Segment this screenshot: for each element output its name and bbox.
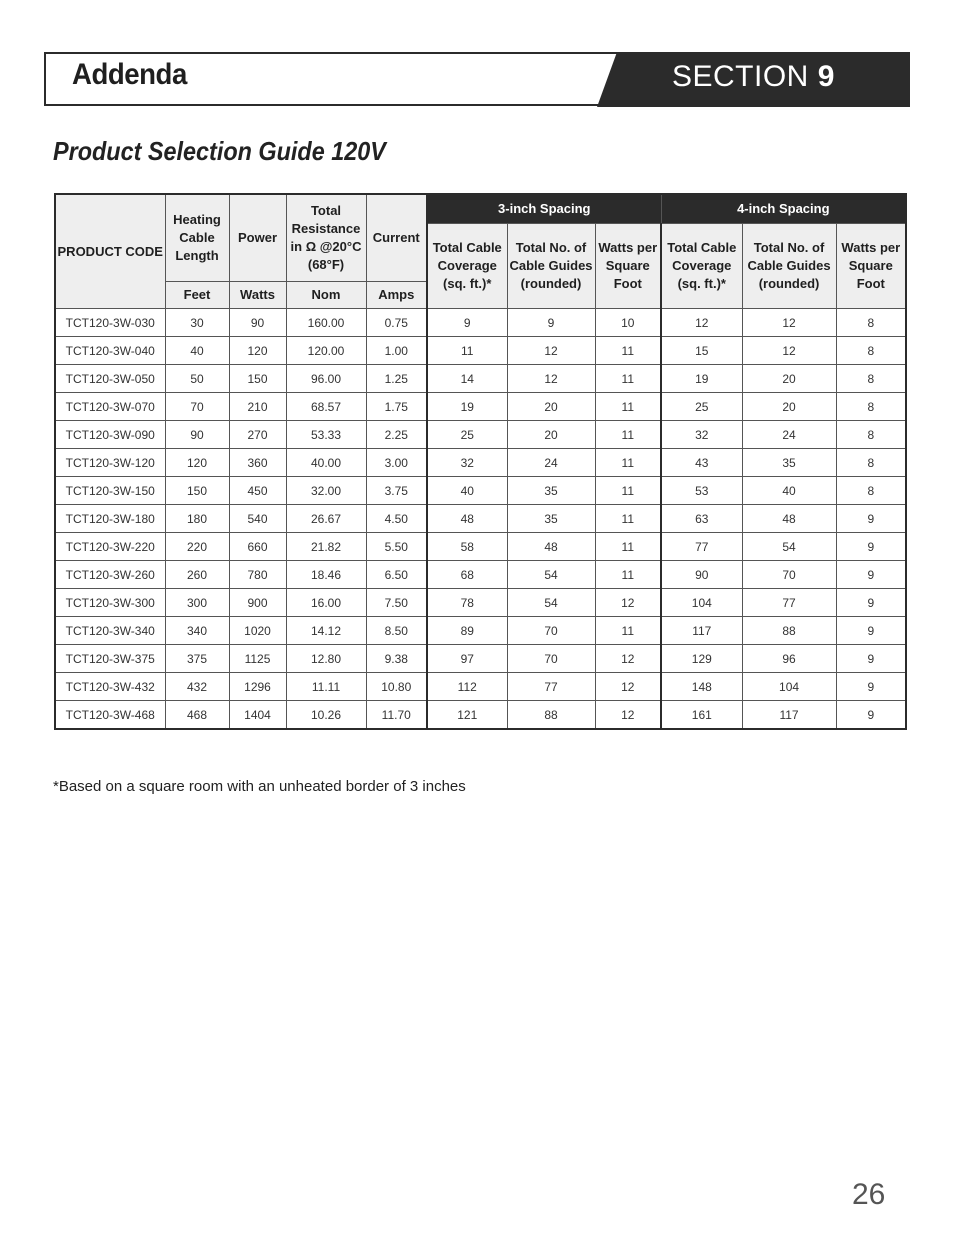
col-header-power: Power bbox=[229, 194, 286, 282]
col-header-length: Heating Cable Length bbox=[165, 194, 229, 282]
table-cell: 5.50 bbox=[366, 533, 427, 561]
table-cell: 1.25 bbox=[366, 365, 427, 393]
table-cell: 88 bbox=[507, 701, 595, 730]
table-cell: 40.00 bbox=[286, 449, 366, 477]
table-cell: 1.00 bbox=[366, 337, 427, 365]
table-cell: 20 bbox=[507, 421, 595, 449]
table-cell: 1.75 bbox=[366, 393, 427, 421]
table-body bbox=[55, 309, 906, 730]
s4-watts-header: Watts per Square Foot bbox=[836, 224, 906, 309]
table-cell: 12 bbox=[507, 365, 595, 393]
unit-amps: Amps bbox=[366, 282, 427, 309]
table-cell: 8 bbox=[836, 337, 906, 365]
s4-guides-header: Total No. of Cable Guides (rounded) bbox=[742, 224, 836, 309]
table-cell: 35 bbox=[507, 477, 595, 505]
table-cell: 9 bbox=[507, 309, 595, 337]
table-cell: 53.33 bbox=[286, 421, 366, 449]
table-cell: 180 bbox=[165, 505, 229, 533]
table-cell: 129 bbox=[661, 645, 742, 673]
table-cell: 161 bbox=[661, 701, 742, 730]
table-cell: 4.50 bbox=[366, 505, 427, 533]
table-cell: 8 bbox=[836, 449, 906, 477]
table-cell: 11 bbox=[595, 337, 661, 365]
table-cell: 63 bbox=[661, 505, 742, 533]
table-cell: 70 bbox=[507, 617, 595, 645]
product-selection-table bbox=[54, 193, 907, 730]
table-cell: 12 bbox=[595, 673, 661, 701]
table-cell: 11.70 bbox=[366, 701, 427, 730]
table-cell: 19 bbox=[427, 393, 507, 421]
table-cell: 40 bbox=[427, 477, 507, 505]
page-title: Addenda bbox=[72, 58, 187, 91]
table-row bbox=[55, 617, 906, 645]
table-cell: 11 bbox=[595, 421, 661, 449]
table-cell: 375 bbox=[165, 645, 229, 673]
product-code-cell: TCT120-3W-030 bbox=[55, 309, 165, 337]
table-cell: 40 bbox=[742, 477, 836, 505]
table-cell: 35 bbox=[742, 449, 836, 477]
table-cell: 68.57 bbox=[286, 393, 366, 421]
spacing-4in-header: 4-inch Spacing bbox=[661, 194, 906, 224]
table-row bbox=[55, 365, 906, 393]
table-cell: 54 bbox=[507, 589, 595, 617]
table-cell: 112 bbox=[427, 673, 507, 701]
table-row bbox=[55, 645, 906, 673]
table-row bbox=[55, 673, 906, 701]
table-cell: 450 bbox=[229, 477, 286, 505]
table-cell: 24 bbox=[507, 449, 595, 477]
product-code-cell: TCT120-3W-300 bbox=[55, 589, 165, 617]
table-cell: 11 bbox=[427, 337, 507, 365]
table-cell: 26.67 bbox=[286, 505, 366, 533]
s3-coverage-header: Total Cable Coverage (sq. ft.)* bbox=[427, 224, 507, 309]
table-cell: 9 bbox=[836, 673, 906, 701]
product-code-cell: TCT120-3W-260 bbox=[55, 561, 165, 589]
table-cell: 11 bbox=[595, 365, 661, 393]
table-cell: 11 bbox=[595, 505, 661, 533]
table-cell: 6.50 bbox=[366, 561, 427, 589]
table-cell: 220 bbox=[165, 533, 229, 561]
table-cell: 88 bbox=[742, 617, 836, 645]
table-cell: 1125 bbox=[229, 645, 286, 673]
table-cell: 120 bbox=[229, 337, 286, 365]
s3-watts-header: Watts per Square Foot bbox=[595, 224, 661, 309]
s3-guides-header: Total No. of Cable Guides (rounded) bbox=[507, 224, 595, 309]
table-cell: 14 bbox=[427, 365, 507, 393]
table-cell: 9 bbox=[836, 505, 906, 533]
table-cell: 9 bbox=[836, 589, 906, 617]
table-cell: 54 bbox=[507, 561, 595, 589]
product-code-cell: TCT120-3W-432 bbox=[55, 673, 165, 701]
table-cell: 117 bbox=[742, 701, 836, 730]
table-row bbox=[55, 393, 906, 421]
table-cell: 300 bbox=[165, 589, 229, 617]
table-cell: 9 bbox=[836, 645, 906, 673]
table-cell: 58 bbox=[427, 533, 507, 561]
product-code-cell: TCT120-3W-220 bbox=[55, 533, 165, 561]
table-cell: 11 bbox=[595, 533, 661, 561]
table-cell: 270 bbox=[229, 421, 286, 449]
table-cell: 43 bbox=[661, 449, 742, 477]
table-cell: 8 bbox=[836, 365, 906, 393]
table-cell: 3.75 bbox=[366, 477, 427, 505]
table-cell: 77 bbox=[661, 533, 742, 561]
table-cell: 12 bbox=[595, 701, 661, 730]
table-cell: 104 bbox=[661, 589, 742, 617]
table-cell: 9 bbox=[836, 561, 906, 589]
col-header-resistance: Total Resistance in Ω @20°C (68°F) bbox=[286, 194, 366, 282]
table-cell: 68 bbox=[427, 561, 507, 589]
table-row bbox=[55, 589, 906, 617]
table-cell: 9 bbox=[836, 533, 906, 561]
table-cell: 54 bbox=[742, 533, 836, 561]
product-code-cell: TCT120-3W-090 bbox=[55, 421, 165, 449]
unit-watts: Watts bbox=[229, 282, 286, 309]
table-cell: 11 bbox=[595, 477, 661, 505]
table-cell: 78 bbox=[427, 589, 507, 617]
table-cell: 1296 bbox=[229, 673, 286, 701]
table-cell: 120 bbox=[165, 449, 229, 477]
table-cell: 20 bbox=[742, 393, 836, 421]
table-cell: 96.00 bbox=[286, 365, 366, 393]
spacing-3in-header: 3-inch Spacing bbox=[427, 194, 661, 224]
table-row bbox=[55, 701, 906, 730]
table-cell: 48 bbox=[507, 533, 595, 561]
table-cell: 8 bbox=[836, 309, 906, 337]
s4-coverage-header: Total Cable Coverage (sq. ft.)* bbox=[661, 224, 742, 309]
product-code-cell: TCT120-3W-040 bbox=[55, 337, 165, 365]
table-cell: 70 bbox=[742, 561, 836, 589]
unit-feet: Feet bbox=[165, 282, 229, 309]
table-cell: 77 bbox=[507, 673, 595, 701]
table-cell: 19 bbox=[661, 365, 742, 393]
table-cell: 1404 bbox=[229, 701, 286, 730]
table-cell: 12 bbox=[595, 589, 661, 617]
table-cell: 9 bbox=[836, 617, 906, 645]
table-cell: 77 bbox=[742, 589, 836, 617]
table-cell: 40 bbox=[165, 337, 229, 365]
table-cell: 21.82 bbox=[286, 533, 366, 561]
table-cell: 11 bbox=[595, 449, 661, 477]
table-cell: 468 bbox=[165, 701, 229, 730]
table-cell: 9 bbox=[427, 309, 507, 337]
table-cell: 148 bbox=[661, 673, 742, 701]
table-cell: 18.46 bbox=[286, 561, 366, 589]
table-cell: 540 bbox=[229, 505, 286, 533]
table-cell: 260 bbox=[165, 561, 229, 589]
table-cell: 7.50 bbox=[366, 589, 427, 617]
table-cell: 121 bbox=[427, 701, 507, 730]
table-cell: 90 bbox=[661, 561, 742, 589]
table-cell: 104 bbox=[742, 673, 836, 701]
table-cell: 12 bbox=[742, 337, 836, 365]
table-cell: 35 bbox=[507, 505, 595, 533]
table-cell: 8 bbox=[836, 393, 906, 421]
table-cell: 30 bbox=[165, 309, 229, 337]
table-cell: 70 bbox=[165, 393, 229, 421]
table-cell: 25 bbox=[661, 393, 742, 421]
product-code-cell: TCT120-3W-180 bbox=[55, 505, 165, 533]
table-row bbox=[55, 421, 906, 449]
footnote: *Based on a square room with an unheated border of 3 inches bbox=[53, 778, 466, 795]
table-cell: 210 bbox=[229, 393, 286, 421]
table-cell: 3.00 bbox=[366, 449, 427, 477]
table-cell: 90 bbox=[229, 309, 286, 337]
table-cell: 20 bbox=[742, 365, 836, 393]
table-cell: 11.11 bbox=[286, 673, 366, 701]
unit-nom: Nom bbox=[286, 282, 366, 309]
table-cell: 24 bbox=[742, 421, 836, 449]
table-cell: 780 bbox=[229, 561, 286, 589]
table-cell: 1020 bbox=[229, 617, 286, 645]
table-cell: 2.25 bbox=[366, 421, 427, 449]
table-cell: 11 bbox=[595, 617, 661, 645]
table-cell: 9 bbox=[836, 701, 906, 730]
section-number: 9 bbox=[817, 60, 835, 93]
table-cell: 360 bbox=[229, 449, 286, 477]
table-cell: 8 bbox=[836, 421, 906, 449]
table-row bbox=[55, 449, 906, 477]
table-row bbox=[55, 561, 906, 589]
table-cell: 432 bbox=[165, 673, 229, 701]
table-row bbox=[55, 309, 906, 337]
col-header-current: Current bbox=[366, 194, 427, 282]
product-code-cell: TCT120-3W-375 bbox=[55, 645, 165, 673]
table-cell: 32.00 bbox=[286, 477, 366, 505]
table-row bbox=[55, 337, 906, 365]
table-cell: 70 bbox=[507, 645, 595, 673]
table-cell: 14.12 bbox=[286, 617, 366, 645]
table-cell: 660 bbox=[229, 533, 286, 561]
product-code-cell: TCT120-3W-050 bbox=[55, 365, 165, 393]
table-cell: 90 bbox=[165, 421, 229, 449]
table-cell: 340 bbox=[165, 617, 229, 645]
table-cell: 89 bbox=[427, 617, 507, 645]
table-cell: 25 bbox=[427, 421, 507, 449]
page-number: 26 bbox=[852, 1178, 886, 1211]
product-code-cell: TCT120-3W-070 bbox=[55, 393, 165, 421]
table-row bbox=[55, 505, 906, 533]
section-word: SECTION bbox=[672, 60, 809, 93]
table-cell: 16.00 bbox=[286, 589, 366, 617]
product-code-header: PRODUCT CODE bbox=[55, 194, 165, 309]
product-code-cell: TCT120-3W-120 bbox=[55, 449, 165, 477]
table-cell: 11 bbox=[595, 561, 661, 589]
guide-title: Product Selection Guide 120V bbox=[53, 136, 386, 166]
table-cell: 32 bbox=[427, 449, 507, 477]
table-cell: 12 bbox=[661, 309, 742, 337]
table-cell: 160.00 bbox=[286, 309, 366, 337]
table-cell: 150 bbox=[229, 365, 286, 393]
table-cell: 9.38 bbox=[366, 645, 427, 673]
table-cell: 53 bbox=[661, 477, 742, 505]
table-cell: 10 bbox=[595, 309, 661, 337]
section-label bbox=[672, 60, 835, 94]
table-cell: 97 bbox=[427, 645, 507, 673]
table-cell: 12.80 bbox=[286, 645, 366, 673]
table-cell: 15 bbox=[661, 337, 742, 365]
table-cell: 12 bbox=[742, 309, 836, 337]
table-cell: 20 bbox=[507, 393, 595, 421]
table-cell: 10.80 bbox=[366, 673, 427, 701]
table-row bbox=[55, 477, 906, 505]
product-code-cell: TCT120-3W-340 bbox=[55, 617, 165, 645]
table-cell: 96 bbox=[742, 645, 836, 673]
table-cell: 50 bbox=[165, 365, 229, 393]
table-cell: 10.26 bbox=[286, 701, 366, 730]
table-cell: 48 bbox=[427, 505, 507, 533]
table-cell: 0.75 bbox=[366, 309, 427, 337]
table-cell: 120.00 bbox=[286, 337, 366, 365]
product-code-cell: TCT120-3W-468 bbox=[55, 701, 165, 730]
table-row bbox=[55, 533, 906, 561]
table-cell: 32 bbox=[661, 421, 742, 449]
table-cell: 117 bbox=[661, 617, 742, 645]
table-cell: 8 bbox=[836, 477, 906, 505]
table-cell: 11 bbox=[595, 393, 661, 421]
table-cell: 12 bbox=[507, 337, 595, 365]
table-cell: 8.50 bbox=[366, 617, 427, 645]
table-cell: 12 bbox=[595, 645, 661, 673]
table-cell: 48 bbox=[742, 505, 836, 533]
table-cell: 150 bbox=[165, 477, 229, 505]
product-code-cell: TCT120-3W-150 bbox=[55, 477, 165, 505]
table-cell: 900 bbox=[229, 589, 286, 617]
